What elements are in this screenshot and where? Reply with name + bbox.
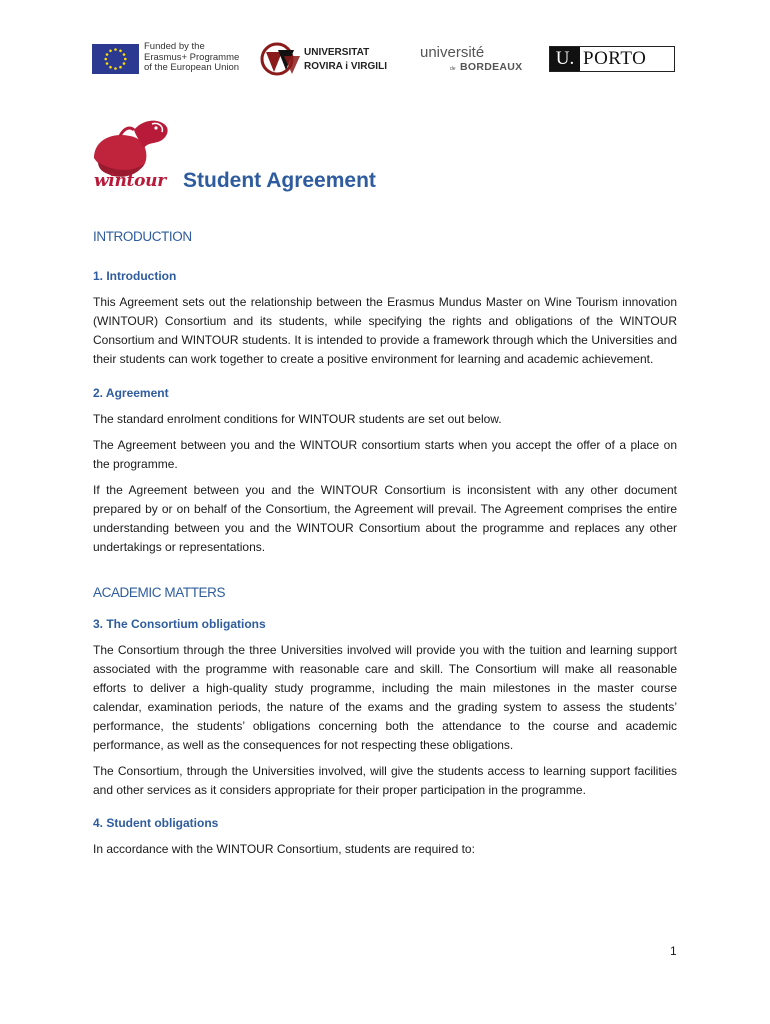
paragraph: The standard enrolment conditions for WINTOUR students are set out below. — [93, 412, 502, 426]
paragraph: The Consortium, through the Universities involved, will give the students access to learning support facilities and other services as it considers appropriate for their proper participation in the programme. — [93, 764, 677, 797]
urv-name: UNIVERSITAT ROVIRA i VIRGILI — [304, 47, 387, 72]
paragraph: In accordance with the WINTOUR Consortium, students are required to: — [93, 842, 475, 856]
uporto-logo — [549, 46, 675, 72]
paragraph: This Agreement sets out the relationship between the Erasmus Mundus Master on Wine Tourism innovation (WINTOUR) Consortium and its students, while specifying the rights and obligations of the WINTOUR Consortium and WINTOUR students. It is intended to provide a framework through which the Universities and their students can work together to create a positive environment for learning and academic achievement. — [93, 295, 677, 366]
uporto-text: PORTO — [583, 48, 647, 69]
eu-funding-text: Funded by the Erasmus+ Programme of the European Union — [144, 41, 240, 73]
uporto-u: U. — [550, 47, 580, 71]
section-heading-introduction: INTRODUCTION — [93, 229, 192, 244]
bordeaux-line1: université — [420, 44, 485, 61]
bordeaux-de: de — [450, 66, 456, 72]
subsection-heading-2: 2. Agreement — [93, 386, 169, 400]
document-title: Student Agreement — [183, 169, 376, 192]
section-heading-academic: ACADEMIC MATTERS — [93, 585, 226, 600]
page-number: 1 — [670, 944, 677, 958]
subsection-heading-3: 3. The Consortium obligations — [93, 617, 266, 631]
subsection-heading-4: 4. Student obligations — [93, 816, 219, 830]
bordeaux-line2: BORDEAUX — [460, 61, 523, 73]
urv-emblem-icon — [260, 42, 302, 76]
paragraph: The Agreement between you and the WINTOUR consortium starts when you accept the offer of a place on the programme. — [93, 438, 677, 471]
paragraph: If the Agreement between you and the WINTOUR Consortium is inconsistent with any other document prepared by or on behalf of the Consortium, the Agreement will prevail. The Agreement comprises the entire understanding between you and the WINTOUR Consortium about the programme and replaces any other undertakings or representations. — [93, 483, 677, 554]
paragraph: The Consortium through the three Universities involved will provide you with the tuition and learning support associated with the programme with reasonable care and skill. The Consortium will make all reasonable efforts to deliver a high-quality study programme, including the main milestones in the master course calendar, examination periods, the nature of the exams and the grading system to assess the students’ performance, the students’ obligations concerning both the attendance to the course and academic performance, as well as the consequences for not respecting these obligations. — [93, 643, 677, 752]
partner-logos — [92, 40, 682, 78]
wintour-wordmark: wintour — [94, 171, 166, 191]
document-body — [93, 228, 677, 859]
subsection-heading-1: 1. Introduction — [93, 269, 177, 283]
eu-flag-icon — [92, 44, 139, 74]
